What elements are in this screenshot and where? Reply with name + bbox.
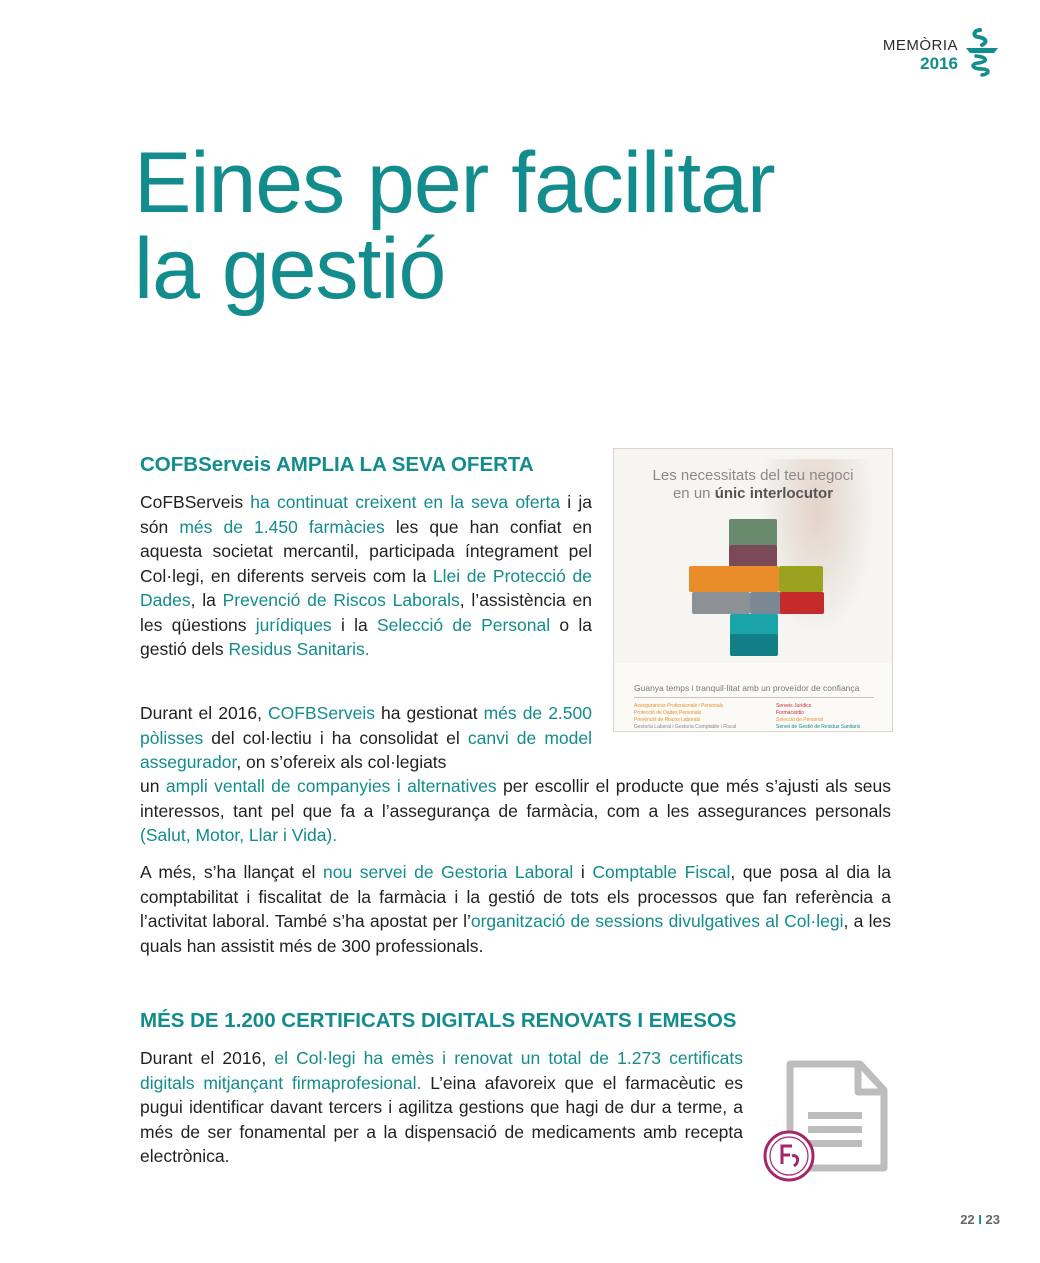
highlighted-text: jurídiques <box>255 614 332 635</box>
highlighted-text: nou servei de Gestoria Laboral <box>322 862 574 882</box>
promo-right-item: Formacardio <box>776 710 805 716</box>
page-separator: I <box>978 1212 982 1227</box>
report-header <box>883 38 958 72</box>
highlighted-text: Llei de Protecció de Dades <box>140 565 592 610</box>
page-title <box>134 135 775 317</box>
section1-para3 <box>140 860 891 958</box>
lego-block-olive <box>779 566 823 592</box>
body-text: Durant el 2016, <box>140 1048 275 1068</box>
body-text: i ja són <box>140 492 593 537</box>
body-text: L’eina afavoreix que el farmacèutic es pugui identificar davant tercers i agilitza gestions que hagi de dur a terme, a més de ser fonamental per a la dispensació de medicaments amb recepta electrònica. <box>140 1072 743 1166</box>
section1-para2b <box>140 774 891 848</box>
digital-certificate-document-icon <box>762 1058 890 1186</box>
body-text: i <box>573 862 593 882</box>
section1-para1 <box>140 490 592 662</box>
promo-right-item: Servei de Gestió de Residus Sanitaris <box>776 724 861 730</box>
page-left: 22 <box>960 1212 975 1227</box>
header-year: 2016 <box>920 54 958 73</box>
promo-right-item: Selecció de Personal <box>776 717 823 723</box>
lego-block-maroon <box>729 545 777 567</box>
highlighted-text: Comptable Fiscal <box>592 862 731 882</box>
section2-para <box>140 1046 743 1169</box>
caduceus-logo-icon <box>964 26 1000 78</box>
body-text: del col·lectiu i ha consolidat el <box>203 727 468 748</box>
section1-heading: COFBServeis AMPLIA LA SEVA OFERTA <box>140 453 534 476</box>
body-text: o la gestió dels <box>140 614 592 659</box>
highlighted-text: més de 2.500 pòlisses <box>140 703 592 748</box>
body-text: , a les quals han assistit més de 300 professionals. <box>140 911 891 956</box>
lego-block-dark-teal <box>730 634 778 656</box>
highlighted-text: ha continuat creixent en la seva oferta <box>250 492 561 512</box>
highlighted-text: més de 1.450 farmàcies <box>179 516 385 537</box>
body-text: , la <box>190 590 223 610</box>
promo-headline-line2a: en un <box>672 485 715 502</box>
lego-block-orange <box>689 566 779 592</box>
body-text: i la <box>331 614 377 635</box>
body-text: A més, s’ha llançat el <box>140 862 323 882</box>
promo-headline-line1: Les necessitats del teu negoci <box>652 467 854 484</box>
body-text: ha gestionat <box>375 703 484 723</box>
promo-headline-line2b: únic interlocutor <box>714 485 834 502</box>
highlighted-text: Residus Sanitaris. <box>228 639 370 659</box>
promo-left-item: Gestoria Laboral i Gestoria Comptable i Fiscal <box>634 724 737 730</box>
section1-para2a <box>140 701 592 775</box>
highlighted-text: organització de sessions divulgatives al Col·legi <box>470 911 844 931</box>
body-text: CoFBServeis <box>140 492 251 512</box>
title-line-2: la gestió <box>134 221 446 317</box>
promo-left-item: Assegurances Professionals i Personals <box>634 703 724 709</box>
body-text: , que posa al dia la comptabilitat i fiscalitat de la farmàcia i la gestió de tots els processos que fan referència a l’activitat laboral. També s’ha apostat per l’ <box>140 862 891 931</box>
body-text: per escollir el producte que més s’ajusti als seus interessos, tant pel que fa a l’assegurança de farmàcia, com a les assegurances personals <box>140 776 891 821</box>
highlighted-text: el Col·legi ha emès i renovat un total de 1.273 certificats digitals mitjançant firmaprofesional. <box>140 1048 743 1093</box>
promo-headline <box>614 467 892 503</box>
promo-divider <box>634 697 874 698</box>
highlighted-text: canvi de model assegurador <box>140 727 592 772</box>
body-text: un <box>140 776 166 796</box>
lego-block-teal <box>730 614 778 636</box>
lego-block-green <box>729 519 777 547</box>
section2-heading: MÉS DE 1.200 CERTIFICATS DIGITALS RENOVATS I EMESOS <box>140 1009 737 1032</box>
highlighted-text: COFBServeis <box>268 703 376 723</box>
header-label: MEMÒRIA <box>882 37 958 54</box>
body-text: Durant el 2016, <box>140 703 269 723</box>
body-text: les que han confiat en aquesta societat mercantil, participada íntegrament pel Col·legi, en diferents serveis com la <box>140 516 593 586</box>
lego-block-grey <box>692 592 750 614</box>
promo-left-item: Protecció de Dades Personals <box>634 710 702 716</box>
promo-right-item: Serveis Jurídics <box>776 703 812 709</box>
promo-left-item: Prevenció de Riscos Laborals <box>634 717 701 723</box>
highlighted-text: (Salut, Motor, Llar i Vida). <box>140 825 338 845</box>
lego-block-red <box>780 592 824 614</box>
cofbserveis-promo-image <box>613 448 893 732</box>
highlighted-text: Selecció de Personal <box>376 614 551 635</box>
body-text: , on s’ofereix als col·legiats <box>236 752 447 772</box>
body-text: , l’assistència en les qüestions <box>140 590 592 635</box>
page-right: 23 <box>985 1212 1000 1227</box>
page-number <box>960 1212 1000 1227</box>
lego-block-slate <box>750 592 782 614</box>
promo-subtitle: Guanya temps i tranquil·litat amb un proveïdor de confiança <box>634 683 860 693</box>
highlighted-text: Prevenció de Riscos Laborals <box>222 590 460 610</box>
highlighted-text: ampli ventall de companyies i alternatives <box>165 776 497 796</box>
title-line-1: Eines per facilitar <box>134 135 775 231</box>
